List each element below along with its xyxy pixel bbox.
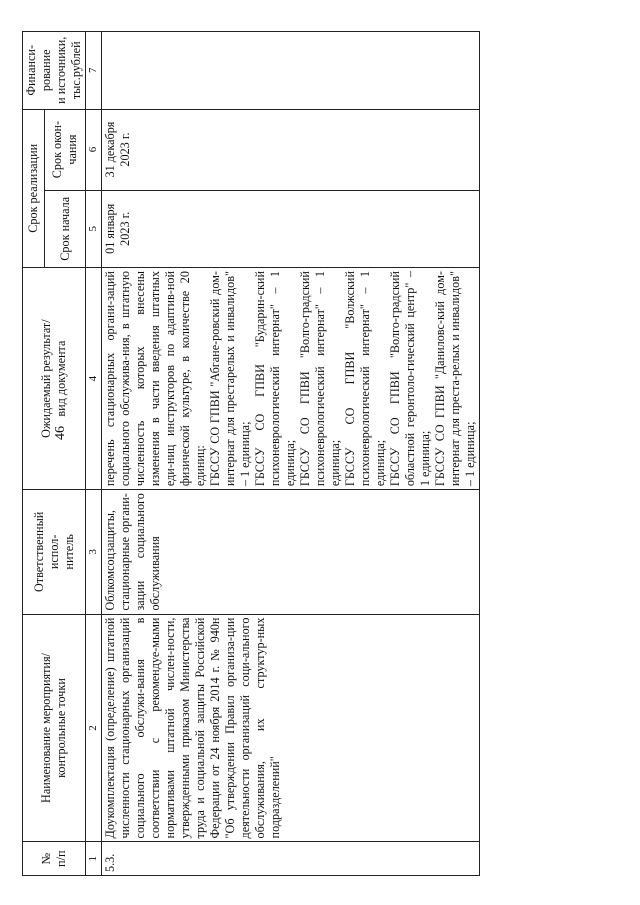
row-term-start: 01 января 2023 г. [102, 190, 480, 268]
table-row [102, 32, 480, 876]
row-result: перечень стационарных органи-заций социального обслужива-ния, в штатную численность которых внесены изменения в части введения штатных еди-ниц инструкторов по адаптив-ной физической культуре, в количестве 20 единиц: ГБССУ СО ГПВИ "Абгане-ровский дом-интернат для престарелых и инвалидов" – 1 единица; ГБССУ СО ГПВИ "Бударин-ский психоневрологический интернат" – 1 единица; ГБССУ СО ГПВИ "Волго-градский психоневрологический интернат" – 1 единица; ГБССУ СО ГПВИ "Волжский психоневрологический интернат" – 1 единица; ГБССУ СО ГПВИ "Волго-градский областной геронтоло-гический центр" – 1 единица; ГБССУ СО ГПВИ "Даниловс-кий дом-интернат для преста-релых и инвалидов" – 1 единица; [102, 268, 480, 490]
row-num: 5.3. [102, 842, 480, 876]
column-number: 2 [86, 614, 102, 842]
column-number: 3 [86, 490, 102, 614]
header-name: Наименование мероприятия/ контрольные точки [23, 614, 86, 842]
header-responsible: Ответственный испол- нитель [23, 490, 86, 614]
row-finance [102, 32, 480, 110]
header-finance: Финанси- рование и источники, тыс.рублей [23, 32, 86, 110]
column-number: 4 [86, 268, 102, 490]
header-term-end: Срок окон- чания [45, 109, 86, 190]
column-number: 6 [86, 109, 102, 190]
column-numbers-row [86, 32, 102, 876]
rotated-page [22, 31, 618, 876]
header-num: № п/п [23, 842, 86, 876]
measures-table [22, 31, 480, 876]
row-term-end: 31 декабря 2023 г. [102, 109, 480, 190]
header-term: Срок реализации [23, 109, 45, 267]
column-number: 5 [86, 190, 102, 268]
row-responsible: Облкомсоцзащиты, стационарные органи-зации социального обслуживания [102, 490, 480, 614]
header-term-start: Срок начала [45, 190, 86, 268]
header-result: Ожидаемый результат/ вид документа [23, 268, 86, 490]
page-number: 46 [53, 426, 68, 440]
column-number: 1 [86, 842, 102, 876]
column-number: 7 [86, 32, 102, 110]
row-name: Доукомплектация (определение) штатной численности стационарных организаций социального обслужи-вания в соответствии с рекомендуе-мыми нормативами штатной числен-ности, утвержденными приказом Министерства труда и социальной защиты Российской Федерации от 24 ноября 2014 г. № 940н "Об утверждении Правил организа-ции деятельности организаций соци-ального обслуживания, их структур-ных подразделений" [102, 614, 480, 842]
